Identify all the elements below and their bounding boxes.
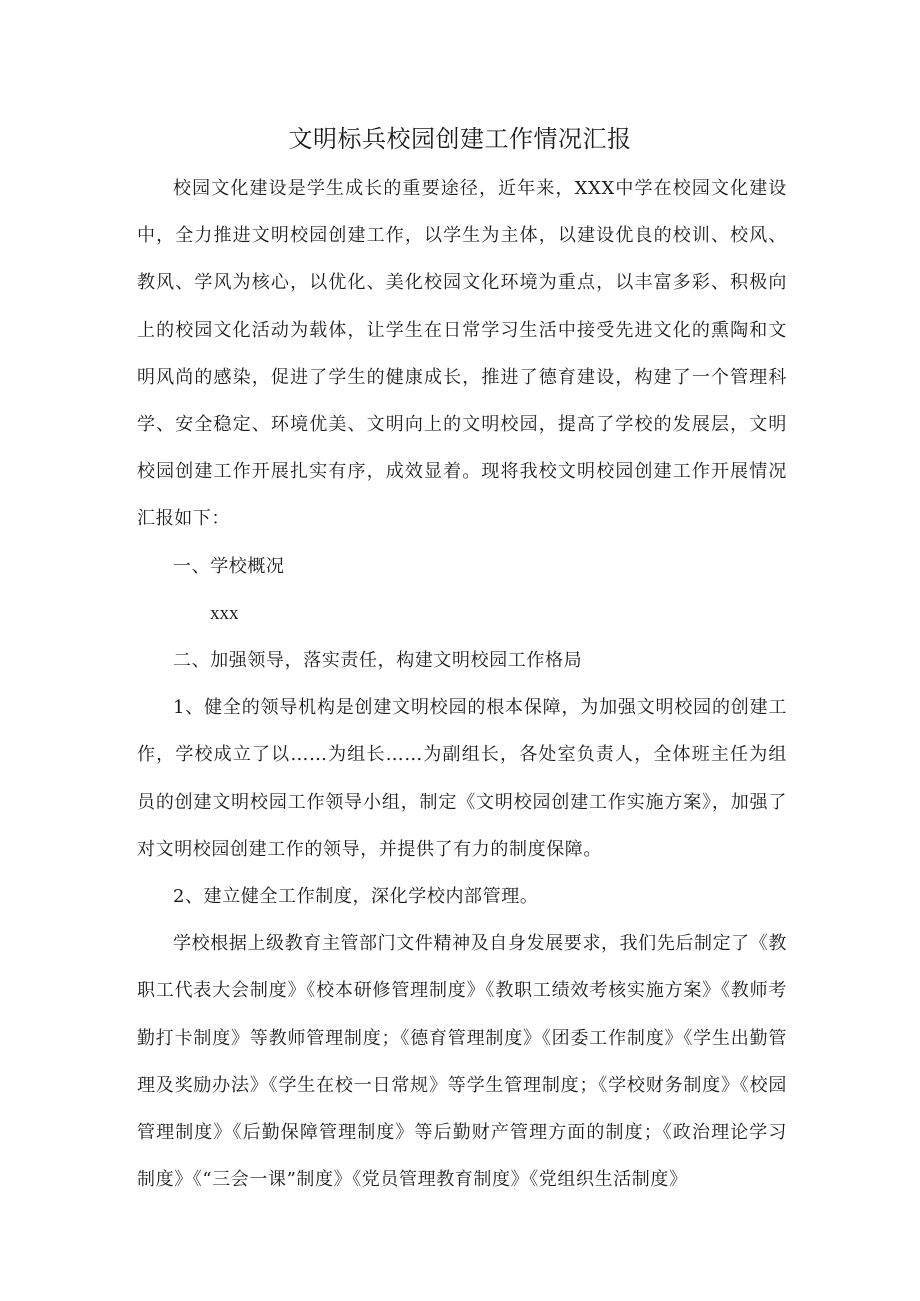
document-body: [137, 165, 787, 1203]
work-system-paragraph: 学校根据上级教育主管部门文件精神及自身发展要求，我们先后制定了《教职工代表大会制度》《校本研修管理制度》《教职工绩效考核实施方案》《教师考勤打卡制度》等教师管理制度；《德育管理制度》《团委工作制度》《学生出勤管理及奖励办法》《学生在校一日常规》等学生管理制度；《学校财务制度》《校园管理制度》《后勤保障管理制度》等后勤财产管理方面的制度；《政治理论学习制度》《“三会一课”制度》《党员管理教育制度》《党组织生活制度》: [137, 933, 787, 1191]
leadership-paragraph: 1、健全的领导机构是创建文明校园的根本保障，为加强文明校园的创建工作，学校成立了以……为组长……为副组长，各处室负责人，全体班主任为组员的创建文明校园工作领导小组，制定《文明校园创建工作实施方案》，加强了对文明校园创建工作的领导，并提供了有力的制度保障。: [137, 697, 787, 860]
document-title: 文明标兵校园创建工作情况汇报: [288, 125, 632, 153]
section-heading-leadership: 二、加强领导，落实责任，构建文明校园工作格局: [173, 650, 583, 672]
school-overview-placeholder: xxx: [210, 602, 239, 624]
section-heading-school-overview: 一、学校概况: [173, 555, 285, 577]
intro-paragraph: 校园文化建设是学生成长的重要途径，近年来，XXX中学在校园文化建设中，全力推进文明校园创建工作，以学生为主体，以建设优良的校训、校风、教风、学风为核心，以优化、美化校园文化环境为重点，以丰富多彩、积极向上的校园文化活动为载体，让学生在日常学习生活中接受先进文化的熏陶和文明风尚的感染，促进了学生的健康成长，推进了德育建设，构建了一个管理科学、安全稳定、环境优美、文明向上的文明校园，提高了学校的发展层，文明校园创建工作开展扎实有序，成效显着。现将我校文明校园创建工作开展情况汇报如下：: [137, 178, 787, 530]
work-system-heading: 2、建立健全工作制度，深化学校内部管理。: [173, 886, 539, 908]
